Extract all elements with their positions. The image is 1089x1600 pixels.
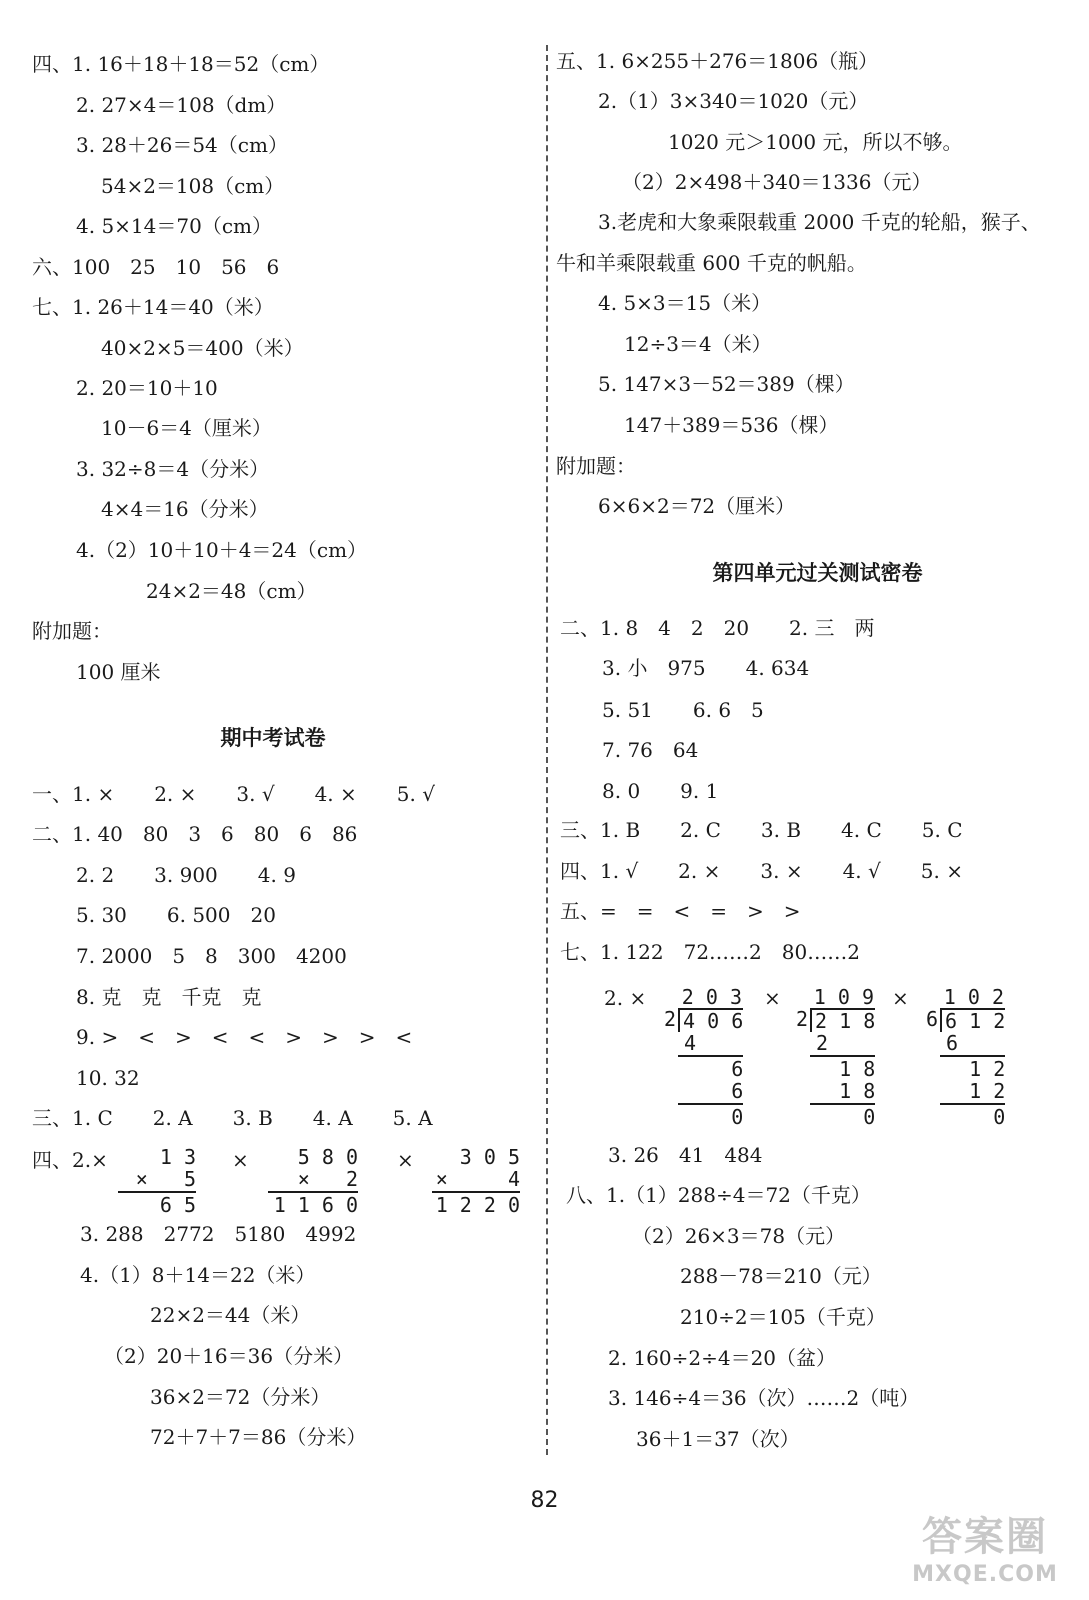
answer-line: 三、1. C 2. A 3. B 4. A 5. A (32, 1106, 433, 1130)
answer-line: 10－6＝4（厘米） (101, 416, 272, 440)
remainder: 0 (815, 1105, 876, 1129)
answer-line: 12÷3＝4（米） (624, 332, 772, 356)
answer-line: 8. 克 克 千克 克 (76, 985, 262, 1009)
watermark-main: 答案圈 (922, 1514, 1048, 1560)
calc-row: × 4 (435, 1167, 520, 1191)
answer-line: （2）20＋16＝36（分米） (104, 1344, 354, 1368)
answer-line: 五、= = < = > > (560, 899, 801, 923)
divisor: 6 (926, 1007, 939, 1031)
answer-line: 36×2＝72（分米） (150, 1385, 331, 1409)
answer-line: 五、1. 6×255＋276＝1806（瓶） (556, 49, 879, 73)
answer-line: 3. 146÷4＝36（次）……2（吨） (608, 1386, 920, 1410)
answer-line: 2. 27×4＝108（dm） (76, 93, 287, 117)
answer-line: 四、1. 16＋18＋18＝52（cm） (32, 52, 330, 76)
answer-line: 100 厘米 (76, 660, 161, 684)
answer-line: 4.（1）8＋14＝22（米） (80, 1263, 316, 1287)
answer-line: 八、1.（1）288÷4＝72（千克） (566, 1183, 871, 1207)
calc-result: 1 2 2 0 (435, 1193, 520, 1217)
dividend: 2 1 8 (810, 1008, 875, 1032)
answer-line: 9. > < > < < > > > < (76, 1025, 413, 1049)
answer-line: 四、2.× (32, 1148, 108, 1172)
calc-step: 6 (946, 1031, 983, 1055)
vertical-multiplication (118, 1146, 196, 1216)
watermark-sub: MXQE.COM (912, 1562, 1058, 1587)
answer-line: 四、1. √ 2. × 3. × 4. √ 5. × (560, 859, 963, 883)
answer-line: 5. 147×3－52＝389（棵） (598, 372, 855, 396)
answer-line: 24×2＝48（cm） (146, 579, 317, 603)
calc-row: × 2 (297, 1167, 358, 1191)
answer-line: 4.（2）10＋10＋4＝24（cm） (76, 538, 368, 562)
answer-line: 三、1. B 2. C 3. B 4. C 5. C (560, 818, 963, 842)
answer-line: 6×6×2＝72（厘米） (598, 494, 796, 518)
remainder: 0 (945, 1105, 1006, 1129)
answer-line: 4. 5×3＝15（米） (598, 291, 772, 315)
dividend: 6 1 2 (940, 1008, 1005, 1032)
answer-line: 10. 32 (76, 1066, 140, 1090)
answer-line: 147＋389＝536（棵） (624, 413, 839, 437)
answer-line: 3. 小 975 4. 634 (602, 656, 810, 680)
answer-line: 3. 26 41 484 (608, 1143, 763, 1167)
answer-line: 七、1. 26＋14＝40（米） (32, 295, 274, 319)
answer-line: 7. 2000 5 8 300 4200 (76, 944, 347, 968)
answer-line: 7. 76 64 (602, 738, 699, 762)
calc-step: 6 (683, 1057, 744, 1081)
vertical-multiplication (268, 1146, 358, 1216)
watermark-logo (900, 1505, 1070, 1587)
answer-line: （2）2×498＋340＝1336（元） (622, 170, 932, 194)
calc-step: 1 2 (945, 1057, 1006, 1081)
quotient: 2 0 3 (681, 985, 742, 1009)
answer-line: 4×4＝16（分米） (101, 497, 269, 521)
bonus-label: 附加题： (556, 454, 636, 478)
long-division (796, 986, 874, 1128)
answer-line: 2. 160÷2÷4＝20（盆） (608, 1346, 837, 1370)
bonus-label: 附加题： (32, 619, 112, 643)
answer-line: 5. 30 6. 500 20 (76, 903, 276, 927)
divisor: 2 (796, 1007, 809, 1031)
answer-line: 牛和羊乘限载重 600 千克的帆船。 (556, 251, 867, 275)
answer-line: 2. 2 3. 900 4. 9 (76, 863, 296, 887)
answer-line: 54×2＝108（cm） (101, 174, 285, 198)
calc-step: 4 (684, 1031, 721, 1055)
long-division (664, 986, 742, 1128)
calc-row: 5 8 0 (297, 1145, 358, 1169)
quotient: 1 0 9 (813, 985, 874, 1009)
answer-line: 72＋7＋7＝86（分米） (150, 1425, 367, 1449)
page-number: 82 (530, 1488, 559, 1513)
calc-step: 1 8 (815, 1079, 876, 1103)
calc-step: 1 8 (815, 1057, 876, 1081)
calc-step: 2 (816, 1031, 853, 1055)
answer-line: 二、1. 40 80 3 6 80 6 86 (32, 822, 358, 846)
answer-line: 2.（1）3×340＝1020（元） (598, 89, 869, 113)
answer-line: 3.老虎和大象乘限载重 2000 千克的轮船，猴子、 (598, 210, 1041, 234)
calc-step: 6 (683, 1079, 744, 1103)
answer-line: 二、1. 8 4 2 20 2. 三 两 (560, 616, 875, 640)
answer-line: 4. 5×14＝70（cm） (76, 214, 272, 238)
mark: × (232, 1148, 249, 1172)
answer-line: 36＋1＝37（次） (636, 1427, 800, 1451)
answer-line: 3. 288 2772 5180 4992 (80, 1222, 357, 1246)
section-title-midterm: 期中考试卷 (220, 725, 326, 750)
quotient: 1 0 2 (943, 985, 1004, 1009)
answer-line: 1020 元＞1000 元，所以不够。 (668, 130, 963, 154)
remainder: 0 (683, 1105, 744, 1129)
answer-line: 七、1. 122 72……2 80……2 (560, 940, 860, 964)
answer-line: 3. 32÷8＝4（分米） (76, 457, 270, 481)
calc-result: 6 5 (159, 1193, 196, 1217)
answer-line: 288－78＝210（元） (680, 1264, 882, 1288)
mark: × (397, 1148, 414, 1172)
calc-row: × 5 (135, 1167, 196, 1191)
answer-line: 2. × (604, 986, 647, 1010)
answer-line: 210÷2＝105（千克） (680, 1305, 886, 1329)
mark: × (892, 986, 909, 1010)
answer-line: 22×2＝44（米） (150, 1303, 311, 1327)
answer-line: 一、1. × 2. × 3. √ 4. × 5. √ (32, 782, 435, 806)
long-division (926, 986, 1004, 1128)
column-divider (546, 45, 548, 1455)
answer-line: 40×2×5＝400（米） (101, 336, 304, 360)
calc-result: 1 1 6 0 (273, 1193, 358, 1217)
calc-row: 1 3 (159, 1145, 196, 1169)
calc-step: 1 2 (945, 1079, 1006, 1103)
answer-line: 六、100 25 10 56 6 (32, 255, 280, 279)
answer-line: 2. 20＝10＋10 (76, 376, 218, 400)
answer-line: 3. 28＋26＝54（cm） (76, 133, 288, 157)
vertical-multiplication (432, 1146, 520, 1216)
answer-line: （2）26×3＝78（元） (632, 1224, 846, 1248)
divisor: 2 (664, 1007, 677, 1031)
answer-line: 5. 51 6. 6 5 (602, 698, 764, 722)
calc-row: 3 0 5 (459, 1145, 520, 1169)
section-title-unit4: 第四单元过关测试密卷 (712, 560, 923, 585)
dividend: 4 0 6 (678, 1008, 743, 1032)
mark: × (764, 986, 781, 1010)
answer-line: 8. 0 9. 1 (602, 779, 719, 803)
